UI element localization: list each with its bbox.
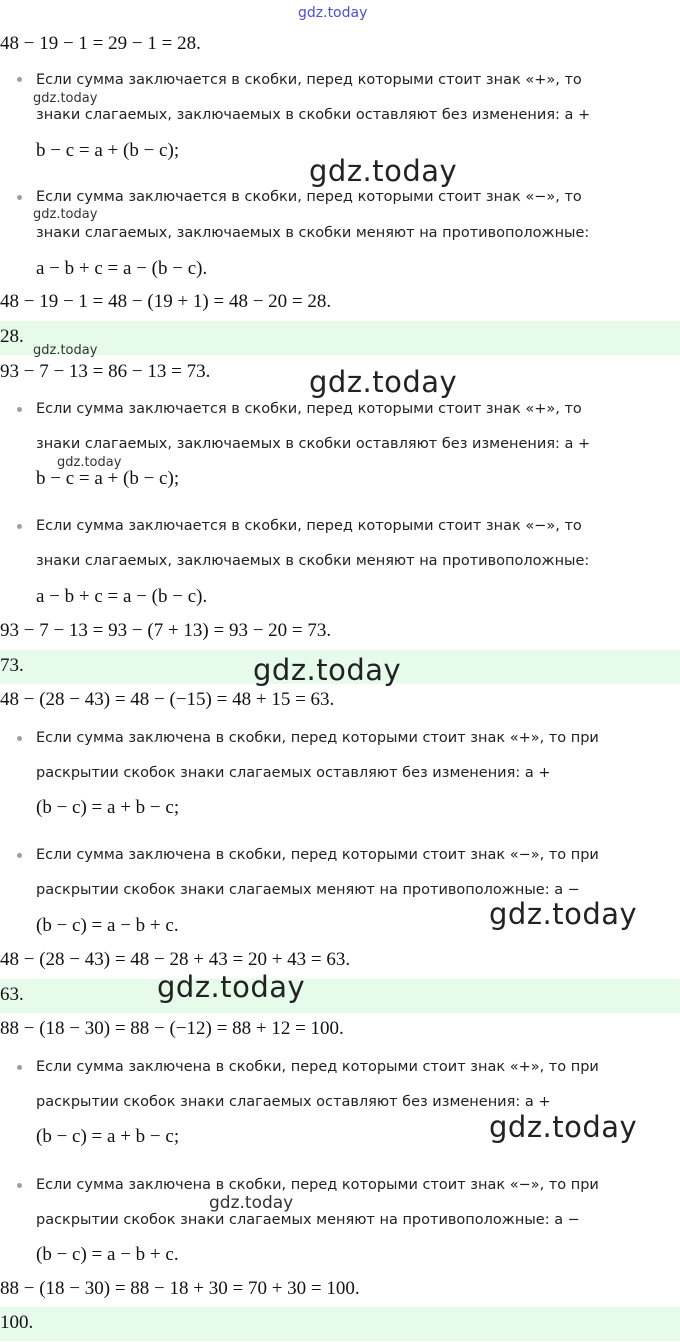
answer-value: 73. [0,655,24,676]
watermark-big: gdz.today [309,154,458,188]
rule-text: раскрытии скобок знаки слагаемых оставляют без изменения: a + [36,1094,551,1110]
answer-value: 100. [0,1312,34,1333]
bullet-icon [17,195,22,200]
rule-formula: a − b + c = a − (b − c). [36,258,208,279]
answer-bar [0,1307,680,1341]
rule-text: Если сумма заключена в скобки, перед которыми стоит знак «+», то при [36,730,599,746]
solution-line: 48 − (28 − 43) = 48 − 28 + 43 = 20 + 43 = 63. [0,949,351,970]
watermark-big: gdz.today [489,1110,638,1144]
bullet-icon [17,1065,22,1070]
solution-line: 48 − 19 − 1 = 48 − (19 + 1) = 48 − 20 = 28. [0,291,332,312]
bullet-icon [17,736,22,741]
rule-text: знаки слагаемых, заключаемых в скобки оставляют без изменения: a + [36,107,591,123]
rule-text: знаки слагаемых, заключаемых в скобки меняют на противоположные: [36,225,590,241]
bullet-icon [17,407,22,412]
answer-bar [0,321,680,355]
bullet-icon [17,77,22,82]
rule-text: раскрытии скобок знаки слагаемых оставляют без изменения: a + [36,765,551,781]
watermark-small: gdz.today [209,1193,294,1213]
rule-text: Если сумма заключена в скобки, перед которыми стоит знак «−», то при [36,1177,599,1193]
watermark-big: gdz.today [309,365,458,399]
bullet-icon [17,524,22,529]
rule-text: Если сумма заключается в скобки, перед которыми стоит знак «−», то [36,189,582,205]
rule-formula: (b − c) = a − b + c. [36,1244,179,1265]
bullet-icon [17,1183,22,1188]
rule-text: Если сумма заключается в скобки, перед которыми стоит знак «+», то [36,72,582,88]
rule-text: Если сумма заключена в скобки, перед которыми стоит знак «+», то при [36,1059,599,1075]
watermark-small: gdz.today [33,207,98,222]
answer-bar [0,979,680,1013]
rule-text: Если сумма заключена в скобки, перед которыми стоит знак «−», то при [36,847,599,863]
rule-formula: (b − c) = a − b + c. [36,915,179,936]
solution-line: 48 − (28 − 43) = 48 − (−15) = 48 + 15 = 63. [0,689,335,710]
rule-formula: a − b + c = a − (b − c). [36,586,208,607]
watermark-small: gdz.today [33,343,98,358]
rule-formula: b − c = a + (b − c); [36,468,180,489]
answer-value: 28. [0,326,24,347]
watermark-big: gdz.today [489,897,638,931]
watermark-small: gdz.today [33,91,98,106]
solution-line: 93 − 7 − 13 = 93 − (7 + 13) = 93 − 20 = 73. [0,620,332,641]
answer-value: 63. [0,984,24,1005]
watermark-big: gdz.today [157,970,306,1004]
solution-line: 93 − 7 − 13 = 86 − 13 = 73. [0,361,211,382]
rule-text: раскрытии скобок знаки слагаемых меняют на противоположные: a − [36,882,580,898]
solution-line: 88 − (18 − 30) = 88 − (−12) = 88 + 12 = 100. [0,1018,344,1039]
watermark-big: gdz.today [253,653,402,687]
solution-line: 88 − (18 − 30) = 88 − 18 + 30 = 70 + 30 = 100. [0,1278,360,1299]
rule-text: Если сумма заключается в скобки, перед которыми стоит знак «+», то [36,401,582,417]
solution-line: 48 − 19 − 1 = 29 − 1 = 28. [0,33,201,54]
rule-formula: (b − c) = a + b − c; [36,1126,180,1147]
bullet-icon [17,853,22,858]
rule-text: знаки слагаемых, заключаемых в скобки меняют на противоположные: [36,553,590,569]
watermark-small: gdz.today [57,455,122,470]
rule-text: знаки слагаемых, заключаемых в скобки оставляют без изменения: a + [36,436,591,452]
rule-text: Если сумма заключается в скобки, перед которыми стоит знак «−», то [36,518,582,534]
rule-text: раскрытии скобок знаки слагаемых меняют на противоположные: a − [36,1212,580,1228]
rule-formula: b − c = a + (b − c); [36,140,180,161]
watermark-top: gdz.today [298,5,368,21]
rule-formula: (b − c) = a + b − c; [36,797,180,818]
